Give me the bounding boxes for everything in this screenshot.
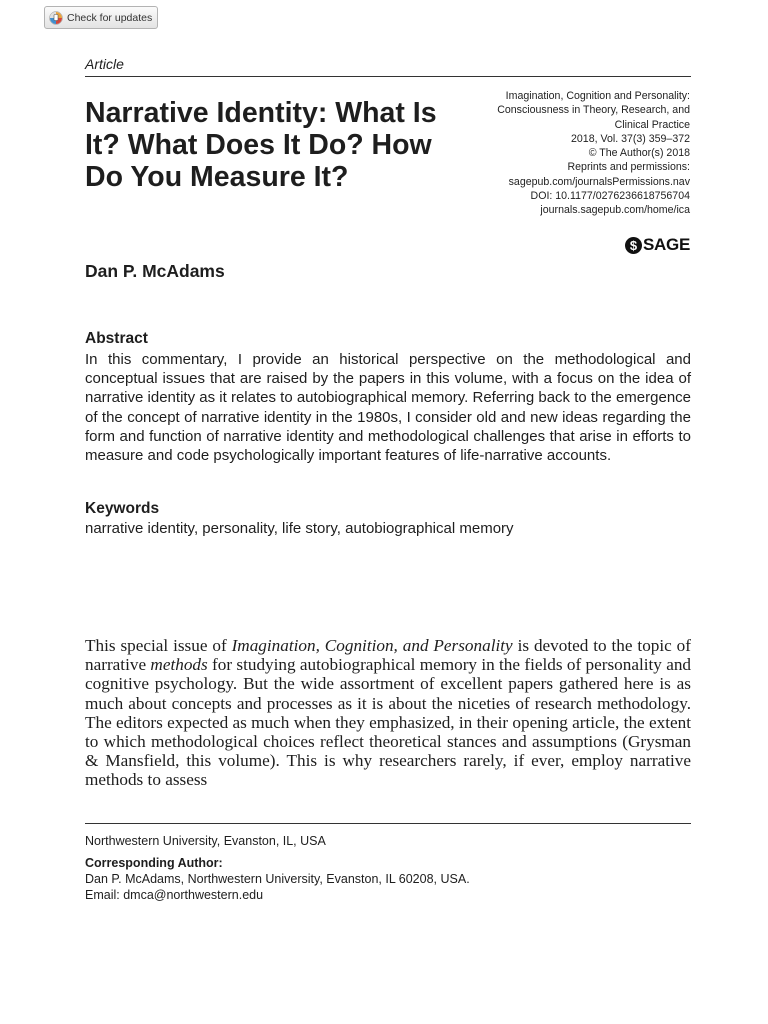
check-for-updates-label: Check for updates <box>67 11 153 24</box>
copyright-line: © The Author(s) 2018 <box>588 147 690 160</box>
corresponding-author-email[interactable]: Email: dmca@northwestern.edu <box>85 888 264 902</box>
article-type-label: Article <box>85 56 124 72</box>
footnotes <box>85 833 691 903</box>
affiliation: Northwestern University, Evanston, IL, USA <box>85 834 326 848</box>
body-text-segment: This special issue of <box>85 636 232 655</box>
journal-volume: 2018, Vol. 37(3) 359–372 <box>571 132 690 145</box>
author-name: Dan P. McAdams <box>85 261 225 281</box>
header-rule <box>85 76 691 77</box>
journal-name: Imagination, Cognition and Personality: Consciousness in Theory, Research, and Clinical Practice <box>497 90 690 131</box>
body-text-segment: for studying autobiographical memory in the fields of personality and cognitive psychology. But the wide assortment of excellent papers gathered here is as much about concepts and processes as it is about the niceties of research methodology. The editors expected as much when they emphasized, in their opening article, the extent to which methodological choices reflect theoretical stances and assumptions (Grysman & Mansfield, this volume). This is why researchers rarely, if ever, employ narrative methods to assess <box>85 655 692 790</box>
check-for-updates-button[interactable] <box>44 6 158 29</box>
corresponding-author-address: Dan P. McAdams, Northwestern University, Evanston, IL 60208, USA. <box>85 872 470 886</box>
journal-info <box>470 89 690 218</box>
doi-link[interactable]: DOI: 10.1177/0276236618756704 <box>530 190 690 203</box>
sage-logo-mark: $ <box>625 237 642 254</box>
keywords-text: narrative identity, personality, life story, autobiographical memory <box>85 520 514 537</box>
abstract-heading: Abstract <box>85 330 148 347</box>
body-text-segment: is devoted to the topic of narrative <box>85 636 692 675</box>
sage-logo-text: SAGE <box>643 235 690 254</box>
body-paragraph <box>85 636 691 790</box>
corresponding-author-label: Corresponding Author: <box>85 856 223 870</box>
sage-logo <box>625 235 690 255</box>
abstract-text: In this commentary, I provide an historical perspective on the methodological and conceptual issues that are raised by the papers in this volume, with a focus on the idea of narrative identity as it relates to autobiographical memory. Referring back to the emergence of the concept of narrative identity in the 1980s, I consider old and new ideas regarding the form and function of narrative identity and methodological challenges that arise in efforts to measure and code psychologically important features of life-narrative accounts. <box>85 351 691 465</box>
journal-title-emphasis: Imagination, Cognition, and Personality <box>231 636 513 655</box>
permissions-link[interactable]: sagepub.com/journalsPermissions.nav <box>508 175 690 188</box>
methods-emphasis: methods <box>150 655 208 675</box>
footnote-rule <box>85 823 691 824</box>
keywords-heading: Keywords <box>85 500 160 517</box>
reprints-line: Reprints and permissions: <box>567 161 690 174</box>
journal-link[interactable]: journals.sagepub.com/home/ica <box>540 204 690 217</box>
article-title: Narrative Identity: What Is It? What Does It Do? How Do You Measure It? <box>85 97 437 193</box>
check-for-updates-icon <box>49 11 63 25</box>
